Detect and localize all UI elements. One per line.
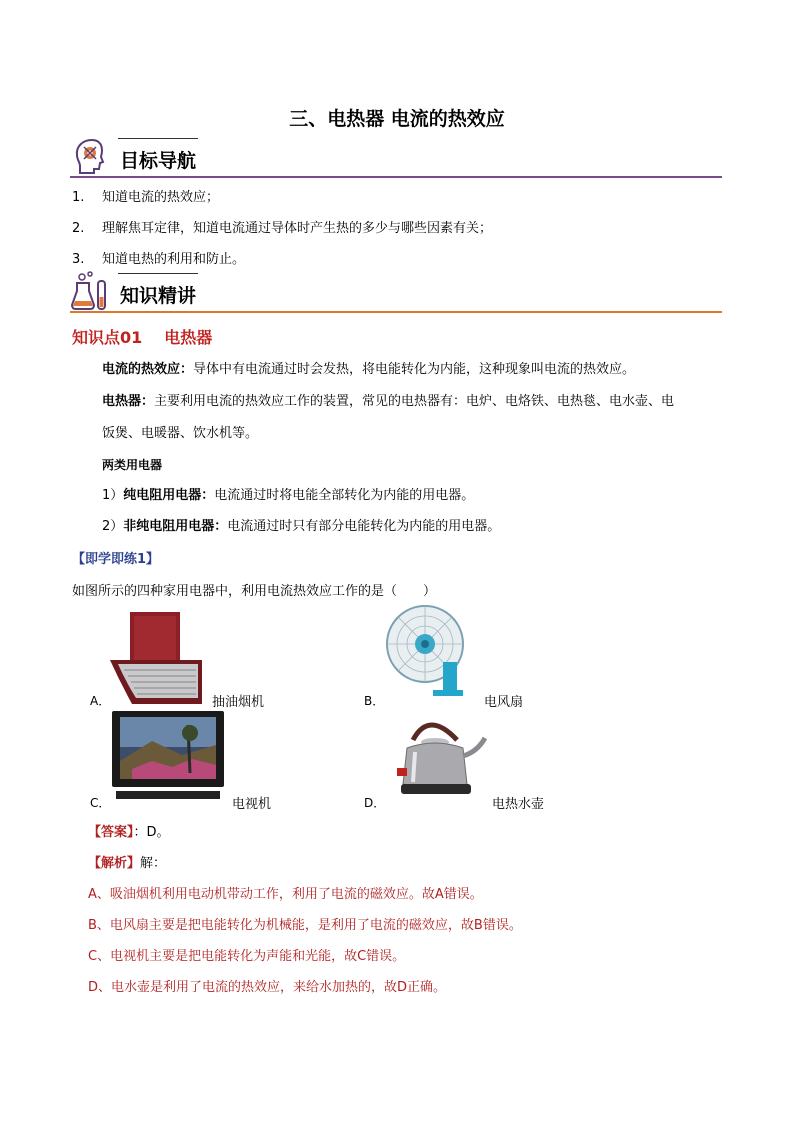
type-number: 1） xyxy=(102,488,124,503)
goal-number: 2. xyxy=(72,221,85,236)
goal-text: 知道电热的利用和防止。 xyxy=(102,252,246,267)
goal-item xyxy=(72,186,219,205)
term: 非纯电阻用电器： xyxy=(123,519,228,534)
option-letter: A． xyxy=(90,694,111,708)
goal-number: 1. xyxy=(72,190,85,205)
definition-heater-line2: 饭煲、电暖器、饮水机等。 xyxy=(102,426,259,441)
analysis-item: A、吸油烟机利用电动机带动工作，利用了电流的磁效应。故A错误。 xyxy=(88,887,483,902)
section-top-line xyxy=(118,273,198,274)
knowledge-point-name: 电热器 xyxy=(164,328,213,347)
section-header-knowledge xyxy=(70,273,722,313)
term: 电热器： xyxy=(102,394,155,409)
exercise-tag: 【即学即练1】 xyxy=(72,552,160,567)
page-title: 三、电热器 电流的热效应 xyxy=(289,108,505,130)
answer-line xyxy=(88,821,170,840)
option-label: 电热水壶 xyxy=(492,797,545,812)
section-label: 目标导航 xyxy=(120,150,197,172)
analysis-item: B、电风扇主要是把电能转化为机械能，是利用了电流的磁效应，故B错误。 xyxy=(88,918,522,933)
goal-number: 3. xyxy=(72,252,85,267)
answer-tag: 【答案】 xyxy=(88,825,134,840)
head-gear-icon xyxy=(70,136,112,176)
range-hood-image xyxy=(110,612,210,708)
type-item-pure xyxy=(102,486,722,506)
option-letter: C． xyxy=(90,796,111,810)
section-top-line xyxy=(118,138,198,139)
goal-item xyxy=(72,248,245,267)
definition-heater-line1 xyxy=(102,392,722,412)
option-letter: D． xyxy=(364,796,386,810)
option-letter: B． xyxy=(364,694,385,708)
knowledge-point-number: 知识点01 xyxy=(72,328,143,347)
term: 电流的热效应： xyxy=(102,362,194,377)
option-label: 抽油烟机 xyxy=(212,695,265,710)
type-item-nonpure xyxy=(102,517,722,537)
flask-icon xyxy=(70,271,112,311)
section-underline xyxy=(70,176,722,178)
analysis-tag: 【解析】 xyxy=(88,856,141,871)
type-text: 电流通过时只有部分电能转化为内能的用电器。 xyxy=(227,519,501,534)
analysis-item: D、电水壶是利用了电流的热效应，来给水加热的，故D正确。 xyxy=(88,980,447,995)
definition-heat-effect xyxy=(102,360,722,380)
definition-text: 导体中有电流通过时会发热，将电能转化为内能，这种现象叫电流的热效应。 xyxy=(193,362,636,377)
definition-text: 主要利用电流的热效应工作的装置，常见的电热器有：电炉、电烙铁、电热毯、电水壶、电 xyxy=(154,394,675,409)
term: 纯电阻用电器： xyxy=(123,488,215,503)
television-image xyxy=(112,711,224,805)
analysis-item: C、电视机主要是把电能转化为声能和光能，故C错误。 xyxy=(88,949,406,964)
goal-text: 理解焦耳定律，知道电流通过导体时产生热的多少与哪些因素有关； xyxy=(102,221,493,236)
electric-fan-image xyxy=(385,604,475,708)
type-number: 2） xyxy=(102,519,124,534)
electric-kettle-image xyxy=(393,712,489,800)
type-text: 电流通过时将电能全部转化为内能的用电器。 xyxy=(214,488,475,503)
analysis-line xyxy=(88,852,166,871)
goal-item xyxy=(72,217,492,236)
option-label: 电视机 xyxy=(232,797,272,812)
goal-text: 知道电流的热效应； xyxy=(102,190,220,205)
option-label: 电风扇 xyxy=(484,695,524,710)
analysis-text: 解： xyxy=(140,856,167,871)
answer-text: ：D。 xyxy=(133,825,170,840)
section-header-goals xyxy=(70,138,722,178)
section-underline xyxy=(70,311,722,313)
exercise-question: 如图所示的四种家用电器中，利用电流热效应工作的是（ ） xyxy=(72,584,437,599)
types-title: 两类用电器 xyxy=(102,458,163,472)
knowledge-point-heading xyxy=(72,325,212,348)
section-label: 知识精讲 xyxy=(120,285,197,307)
